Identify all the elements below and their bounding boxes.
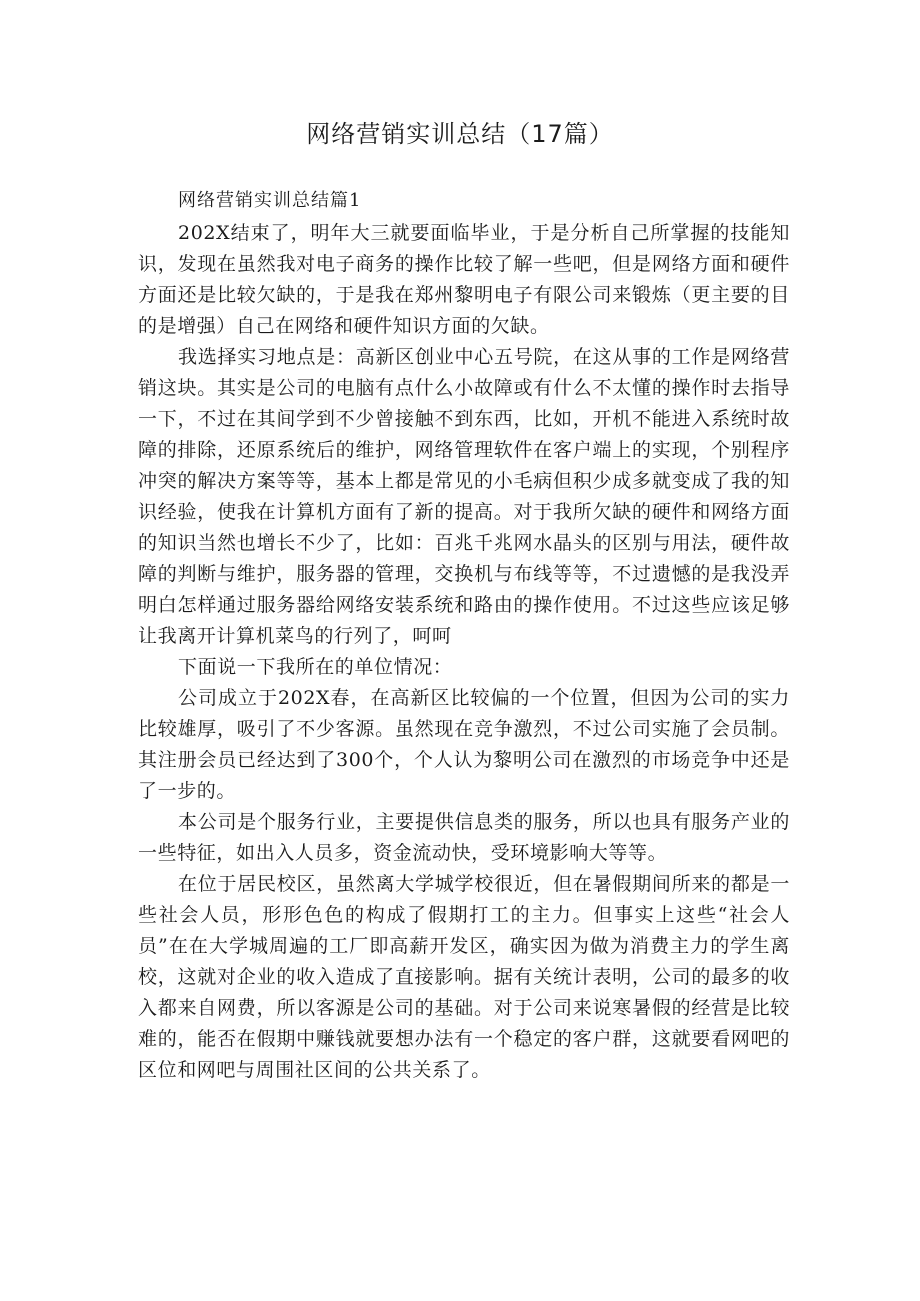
- section-heading: 网络营销实训总结篇1: [178, 190, 362, 211]
- paragraph-5: 本公司是个服务行业，主要提供信息类的服务，所以也具有服务产业的一些特征，如出入人员多，资金流动快，受环境影响大等等。: [138, 811, 790, 864]
- paragraph-2: 我选择实习地点是：高新区创业中心五号院，在这从事的工作是网络营销这块。其实是公司的电脑有点什么小故障或有什么不太懂的操作时去指导一下，不过在其间学到不少曾接触不到东西，比如，开机不能进入系统时故障的排除，还原系统后的维护，网络管理软件在客户端上的实现，个别程序冲突的解决方案等等，基本上都是常见的小毛病但积少成多就变成了我的知识经验，使我在计算机方面有了新的提高。对于我所欠缺的硬件和网络方面的知识当然也增长不少了，比如：百兆千兆网水晶头的区别与用法，硬件故障的判断与维护，服务器的管理，交换机与布线等等，不过遗憾的是我没弄明白怎样通过服务器给网络安装系统和路由的操作使用。不过这些应该足够让我离开计算机菜鸟的行列了，呵呵: [138, 346, 790, 647]
- paragraph-6: 在位于居民校区，虽然离大学城学校很近，但在暑假期间所来的都是一些社会人员，形形色色的构成了假期打工的主力。但事实上这些“社会人员”在在大学城周遍的工厂即高薪开发区，确实因为做为消费主力的学生离校，这就对企业的收入造成了直接影响。据有关统计表明，公司的最多的收入都来自网费，所以客源是公司的基础。对于公司来说寒暑假的经营是比较难的，能否在假期中赚钱就要想办法有一个稳定的客户群，这就要看网吧的区位和网吧与周围社区间的公共关系了。: [138, 873, 790, 1081]
- paragraph-3: 下面说一下我所在的单位情况：: [178, 656, 453, 678]
- document-body: [138, 218, 790, 1086]
- paragraph-1: 202X结束了，明年大三就要面临毕业，于是分析自己所掌握的技能知识，发现在虽然我对电子商务的操作比较了解一些吧，但是网络方面和硬件方面还是比较欠缺的，于是我在郑州黎明电子有限公司来锻炼（更主要的目的是增强）自己在网络和硬件知识方面的欠缺。: [138, 222, 790, 337]
- document-title: 网络营销实训总结（17篇）: [306, 120, 614, 148]
- paragraph-4: 公司成立于202X春，在高新区比较偏的一个位置，但因为公司的实力比较雄厚，吸引了不少客源。虽然现在竞争激烈，不过公司实施了会员制。其注册会员已经达到了300个，个人认为黎明公司在激烈的市场竞争中还是了一步的。: [138, 687, 790, 802]
